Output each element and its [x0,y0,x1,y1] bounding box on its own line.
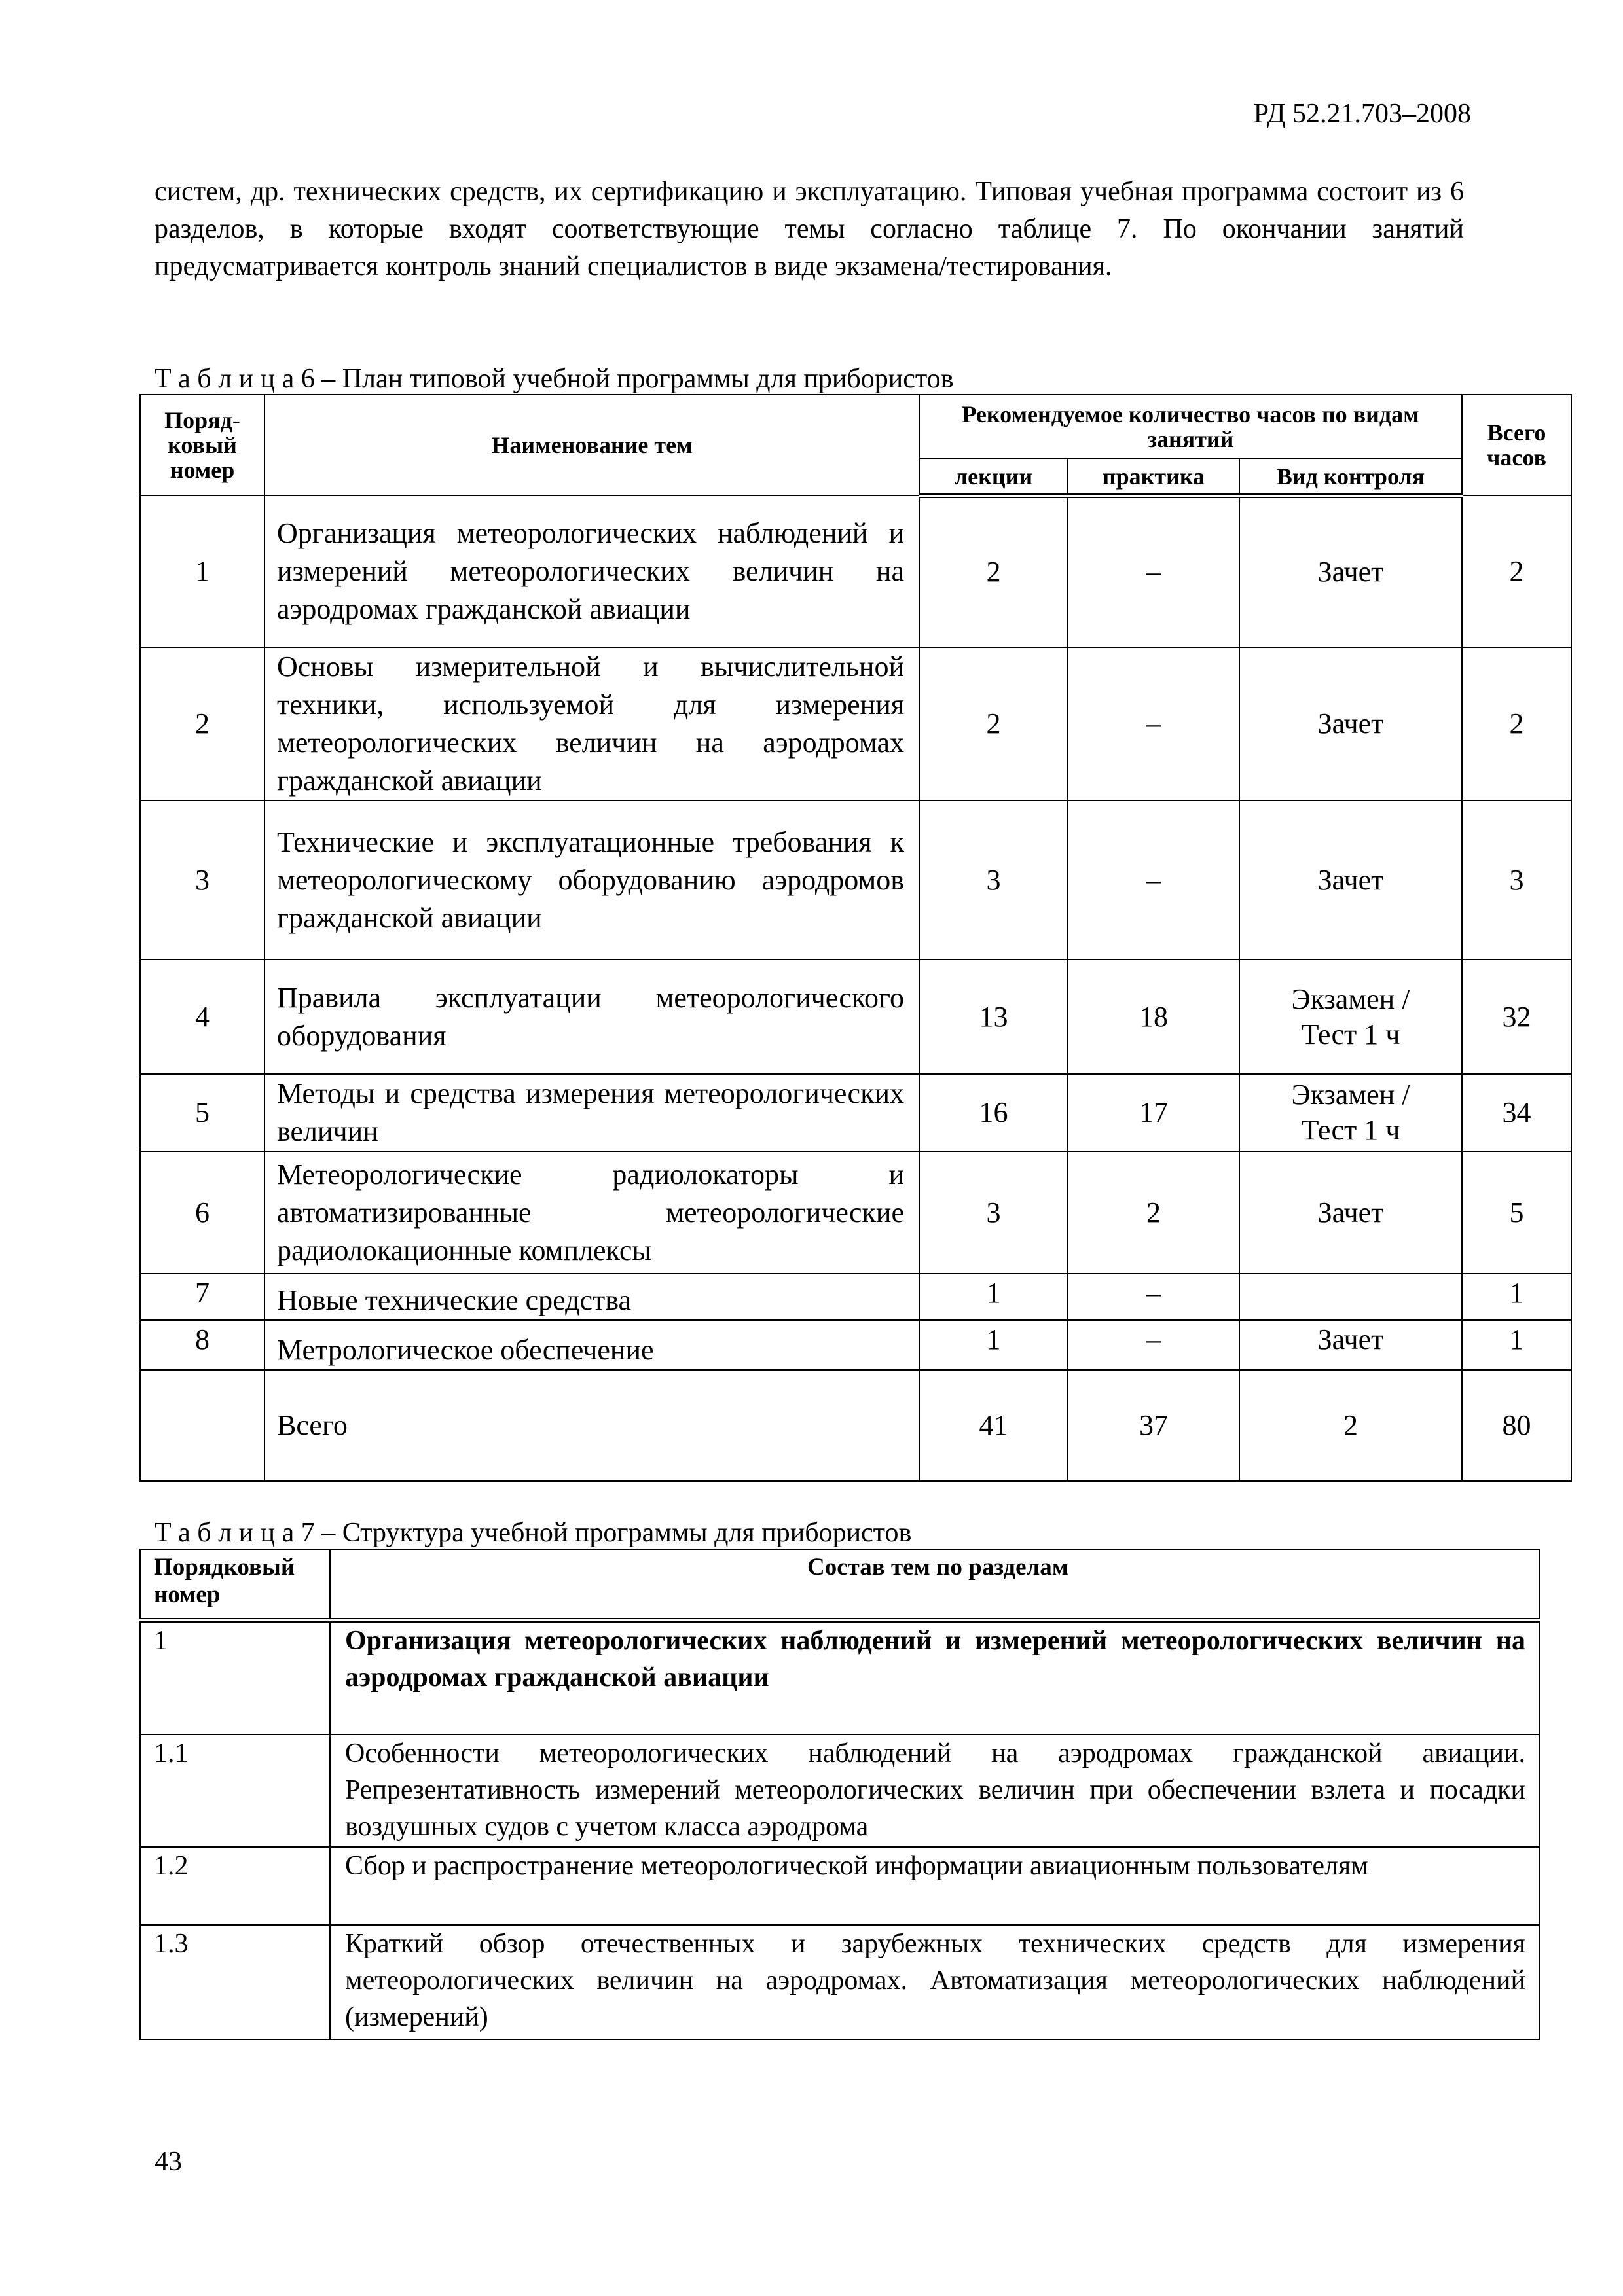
row-lectures: 3 [919,800,1068,960]
row-num: 1 [140,495,264,647]
row-num: 1.2 [140,1847,330,1925]
table-row [140,1925,1539,2039]
row-practice: 17 [1068,1074,1239,1151]
row-practice: – [1068,495,1239,647]
table6-header-num: Поряд-ковый номер [140,395,264,495]
row-topic: Метеорологические радиолокаторы и автоматизированные метеорологические радиолокационные комплексы [264,1151,919,1274]
table-row [140,1620,1539,1734]
table6-training-plan [139,394,1572,1482]
row-topic: Всего [264,1370,919,1481]
table6-header-practice: практика [1068,459,1239,495]
table-row [140,495,1571,647]
row-num: 6 [140,1151,264,1274]
row-total: 32 [1462,960,1571,1074]
row-control: Зачет [1239,1151,1462,1274]
table-row-total [140,1370,1571,1481]
row-total: 80 [1462,1370,1571,1481]
row-num: 8 [140,1320,264,1370]
row-practice: – [1068,800,1239,960]
row-total: 1 [1462,1320,1571,1370]
row-num [140,1370,264,1481]
row-control: Зачет [1239,800,1462,960]
row-control: 2 [1239,1370,1462,1481]
row-topic: Организация метеорологических наблюдений и измерений метеорологических величин на аэродромах гражданской авиации [264,495,919,647]
row-practice: – [1068,1320,1239,1370]
row-control: Зачет [1239,495,1462,647]
row-total: 3 [1462,800,1571,960]
table-row [140,1734,1539,1847]
row-total: 5 [1462,1151,1571,1274]
row-control [1239,1274,1462,1320]
document-code: РД 52.21.703–2008 [1253,99,1471,129]
row-topic: Новые технические средства [264,1274,919,1320]
table-row [140,647,1571,800]
table6-header-recommended: Рекомендуемое количество часов по видам занятий [919,395,1462,459]
table7-program-structure [139,1549,1540,2040]
row-practice: 2 [1068,1151,1239,1274]
row-practice: – [1068,1274,1239,1320]
table6-header-total: Всего часов [1462,395,1571,495]
row-num: 1.3 [140,1925,330,2039]
table-row [140,1847,1539,1925]
row-num: 2 [140,647,264,800]
row-section-title: Организация метеорологических наблюдений и измерений метеорологических величин на аэродромах гражданской авиации [330,1620,1539,1734]
row-num: 4 [140,960,264,1074]
row-total: 2 [1462,495,1571,647]
page-number: 43 [155,2147,182,2177]
row-total: 1 [1462,1274,1571,1320]
row-lectures: 16 [919,1074,1068,1151]
row-topic: Технические и эксплуатационные требования к метеорологическому оборудованию аэродромов гражданской авиации [264,800,919,960]
table7-caption: Т а б л и ц а 7 – Структура учебной программы для прибористов [155,1518,912,1548]
row-topic: Правила эксплуатации метеорологического оборудования [264,960,919,1074]
row-practice: 18 [1068,960,1239,1074]
table6-header-control: Вид контроля [1239,459,1462,495]
row-lectures: 13 [919,960,1068,1074]
row-topic: Основы измерительной и вычислительной техники, используемой для измерения метеорологических величин на аэродромах гражданской авиации [264,647,919,800]
table-row [140,1320,1571,1370]
row-control: Зачет [1239,1320,1462,1370]
row-total: 2 [1462,647,1571,800]
intro-paragraph: систем, др. технических средств, их сертификацию и эксплуатацию. Типовая учебная программа состоит из 6 разделов, в которые входят соответствующие темы согласно таблице 7. По окончании занятий предусматривается контроль знаний специалистов в виде экзамена/тестирования. [155,177,1464,281]
table-row [140,1274,1571,1320]
row-practice: 37 [1068,1370,1239,1481]
table-row [140,800,1571,960]
table7-header-num: Порядковый номер [140,1549,330,1620]
row-topic: Методы и средства измерения метеорологических величин [264,1074,919,1151]
table-row [140,1074,1571,1151]
row-num: 5 [140,1074,264,1151]
row-topic: Метрологическое обеспечение [264,1320,919,1370]
table-row [140,1151,1571,1274]
row-topic: Сбор и распространение метеорологической информации авиационным пользователям [330,1847,1539,1925]
row-practice: – [1068,647,1239,800]
table6-header-lectures: лекции [919,459,1068,495]
row-control: Экзамен / Тест 1 ч [1239,1074,1462,1151]
table6-header-topic: Наименование тем [264,395,919,495]
row-num: 1.1 [140,1734,330,1847]
row-total: 34 [1462,1074,1571,1151]
row-control: Зачет [1239,647,1462,800]
row-lectures: 41 [919,1370,1068,1481]
row-lectures: 1 [919,1274,1068,1320]
table7-header-content: Состав тем по разделам [330,1549,1539,1620]
row-lectures: 1 [919,1320,1068,1370]
row-topic: Особенности метеорологических наблюдений на аэродромах гражданской авиации. Репрезентативность измерений метеорологических величин при обеспечении взлета и посадки воздушных судов с учетом класса аэродрома [330,1734,1539,1847]
row-lectures: 2 [919,647,1068,800]
table-row [140,960,1571,1074]
row-num: 7 [140,1274,264,1320]
row-lectures: 2 [919,495,1068,647]
row-lectures: 3 [919,1151,1068,1274]
row-control: Экзамен / Тест 1 ч [1239,960,1462,1074]
row-num: 1 [140,1620,330,1734]
table6-caption: Т а б л и ц а 6 – План типовой учебной программы для прибористов [155,364,954,394]
row-topic: Краткий обзор отечественных и зарубежных технических средств для измерения метеорологических величин на аэродромах. Автоматизация метеорологических наблюдений (измерений) [330,1925,1539,2039]
row-num: 3 [140,800,264,960]
